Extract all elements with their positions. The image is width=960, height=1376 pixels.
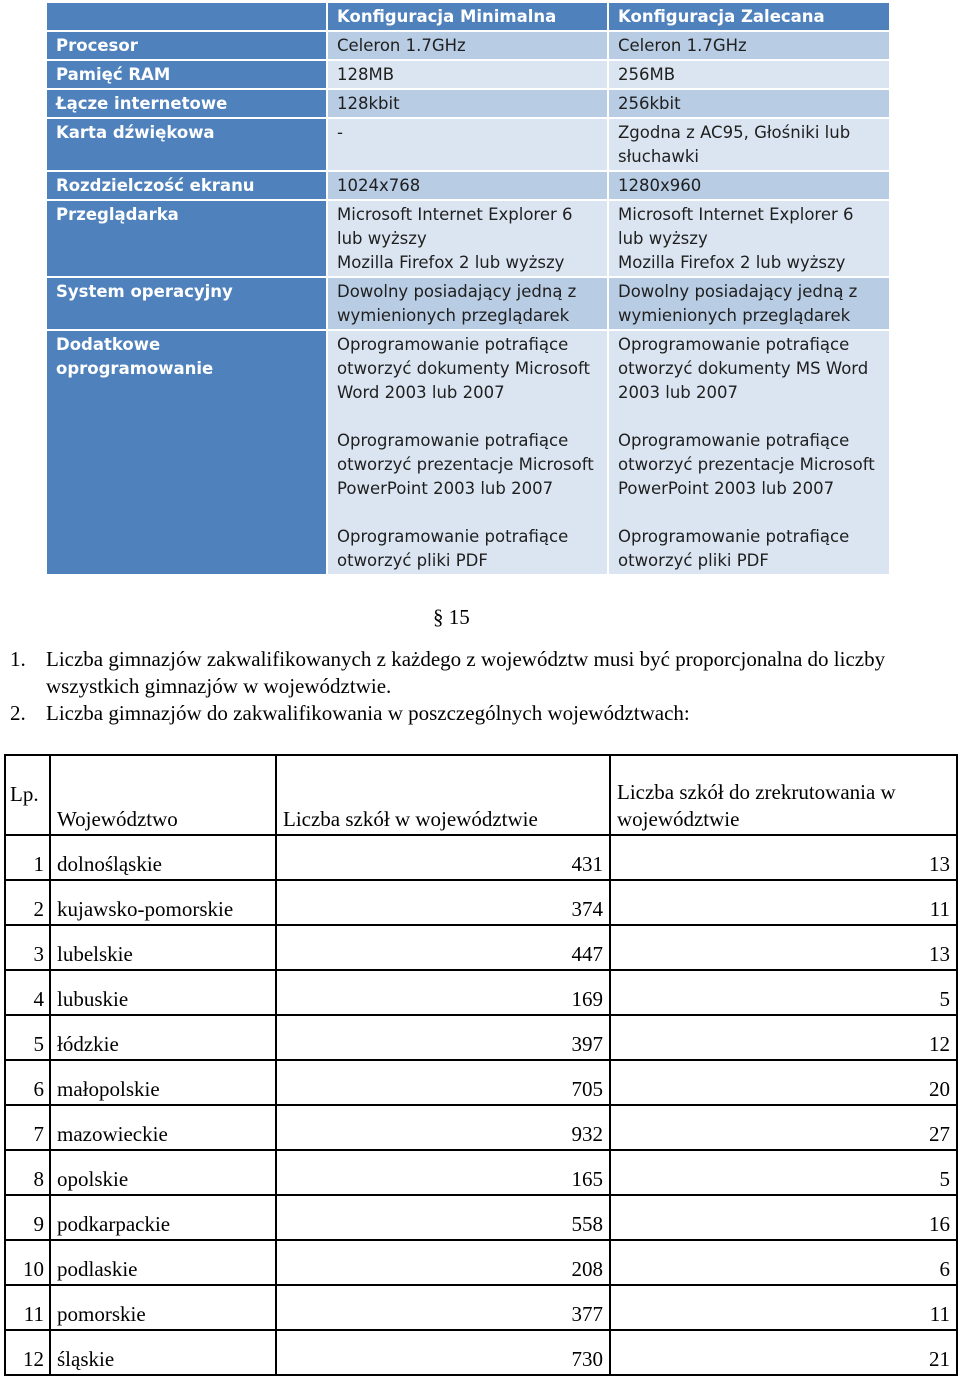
requirement-label: Dodatkowe oprogramowanie — [47, 331, 328, 574]
table-row — [5, 1285, 957, 1330]
cell-lp: 12 — [5, 1330, 50, 1375]
cell-rekrutacja: 12 — [610, 1015, 957, 1060]
table-row — [5, 1240, 957, 1285]
cell-lp: 4 — [5, 970, 50, 1015]
requirements-header-row — [47, 3, 889, 32]
table-row — [5, 1150, 957, 1195]
requirement-label: Pamięć RAM — [47, 61, 328, 88]
cell-lp: 2 — [5, 880, 50, 925]
requirement-line — [337, 405, 598, 429]
requirements-table — [47, 3, 889, 574]
cell-liczba: 558 — [276, 1195, 610, 1240]
requirements-row — [47, 331, 889, 574]
requirement-line: lub wyższy — [618, 229, 708, 248]
requirement-line: wymienionych przeglądarek — [337, 306, 570, 325]
requirement-label: System operacyjny — [47, 278, 328, 329]
table-row — [5, 880, 957, 925]
cell-wojewodztwo: dolnośląskie — [50, 835, 276, 880]
header-min-config: Konfiguracja Minimalna — [328, 3, 609, 30]
cell-wojewodztwo: małopolskie — [50, 1060, 276, 1105]
cell-lp: 5 — [5, 1015, 50, 1060]
requirement-line: otworzyć dokumenty Microsoft — [337, 359, 591, 378]
requirement-rec-value — [609, 172, 889, 199]
requirement-min-value — [328, 201, 609, 276]
cell-rekrutacja: 16 — [610, 1195, 957, 1240]
requirement-min-value — [328, 61, 609, 88]
requirements-header-blank — [47, 3, 328, 30]
requirement-line: otworzyć prezentacje Microsoft — [337, 455, 594, 474]
requirement-line: 256kbit — [618, 94, 681, 113]
cell-liczba: 397 — [276, 1015, 610, 1060]
requirements-row — [47, 201, 889, 278]
requirement-line: 1024x768 — [337, 176, 421, 195]
header-lp: Lp. — [5, 755, 50, 835]
cell-liczba: 208 — [276, 1240, 610, 1285]
cell-liczba: 705 — [276, 1060, 610, 1105]
requirement-line: 256MB — [618, 65, 676, 84]
requirement-line: otworzyć prezentacje Microsoft — [618, 455, 875, 474]
requirement-line: PowerPoint 2003 lub 2007 — [337, 479, 554, 498]
requirement-label: Przeglądarka — [47, 201, 328, 276]
table-row — [5, 970, 957, 1015]
cell-liczba: 377 — [276, 1285, 610, 1330]
requirement-line: otworzyć pliki PDF — [618, 551, 769, 570]
requirement-line: Oprogramowanie potrafiące — [618, 431, 850, 450]
header-liczba: Liczba szkół w województwie — [276, 755, 610, 835]
table-row — [5, 1015, 957, 1060]
cell-liczba: 165 — [276, 1150, 610, 1195]
requirement-rec-value — [609, 331, 889, 574]
requirement-line: wymienionych przeglądarek — [618, 306, 851, 325]
cell-wojewodztwo: podlaskie — [50, 1240, 276, 1285]
requirement-min-value — [328, 90, 609, 117]
paragraph-item — [10, 700, 926, 727]
cell-wojewodztwo: opolskie — [50, 1150, 276, 1195]
requirement-line: 2003 lub 2007 — [618, 383, 738, 402]
cell-rekrutacja: 11 — [610, 1285, 957, 1330]
header-rekrutacja: Liczba szkół do zrekrutowania w województwie — [610, 755, 957, 835]
requirement-label: Procesor — [47, 32, 328, 59]
requirement-min-value — [328, 331, 609, 574]
requirement-min-value — [328, 119, 609, 170]
cell-rekrutacja: 13 — [610, 925, 957, 970]
requirement-rec-value — [609, 90, 889, 117]
paragraph-number: 1. — [10, 647, 26, 671]
cell-liczba: 374 — [276, 880, 610, 925]
cell-wojewodztwo: lubuskie — [50, 970, 276, 1015]
cell-lp: 11 — [5, 1285, 50, 1330]
paragraph-list — [10, 646, 926, 727]
cell-wojewodztwo: śląskie — [50, 1330, 276, 1375]
table-row — [5, 1060, 957, 1105]
table-row — [5, 1105, 957, 1150]
cell-lp: 6 — [5, 1060, 50, 1105]
paragraph-text: Liczba gimnazjów do zakwalifikowania w poszczególnych województwach: — [46, 701, 690, 725]
cell-wojewodztwo: pomorskie — [50, 1285, 276, 1330]
paragraph-number: 2. — [10, 701, 26, 725]
requirement-line: Mozilla Firefox 2 lub wyższy — [337, 253, 565, 272]
requirement-line: Oprogramowanie potrafiące — [337, 431, 569, 450]
cell-rekrutacja: 5 — [610, 970, 957, 1015]
requirement-line: Celeron 1.7GHz — [337, 36, 466, 55]
requirements-row — [47, 119, 889, 172]
requirements-row — [47, 172, 889, 201]
cell-lp: 3 — [5, 925, 50, 970]
requirement-min-value — [328, 278, 609, 329]
requirement-line: Zgodna z AC95, Głośniki lub — [618, 123, 851, 142]
requirement-label: Karta dźwiękowa — [47, 119, 328, 170]
requirement-line: Dowolny posiadający jedną z — [337, 282, 577, 301]
requirement-rec-value — [609, 278, 889, 329]
requirement-line: Celeron 1.7GHz — [618, 36, 747, 55]
table-row — [5, 835, 957, 880]
requirement-label: Rozdzielczość ekranu — [47, 172, 328, 199]
requirement-line: Microsoft Internet Explorer 6 — [618, 205, 854, 224]
requirement-line — [618, 501, 880, 525]
table-row — [5, 1330, 957, 1375]
requirements-row — [47, 61, 889, 90]
schools-body — [5, 835, 957, 1375]
table-row — [5, 925, 957, 970]
cell-rekrutacja: 6 — [610, 1240, 957, 1285]
cell-liczba: 431 — [276, 835, 610, 880]
requirement-line: 128kbit — [337, 94, 400, 113]
cell-liczba: 932 — [276, 1105, 610, 1150]
requirement-min-value — [328, 172, 609, 199]
section-number: § 15 — [433, 605, 470, 629]
requirement-line: lub wyższy — [337, 229, 427, 248]
requirement-line: Word 2003 lub 2007 — [337, 383, 505, 402]
cell-liczba: 447 — [276, 925, 610, 970]
cell-lp: 8 — [5, 1150, 50, 1195]
schools-header-row — [5, 755, 957, 835]
requirement-line: - — [337, 123, 343, 142]
cell-rekrutacja: 27 — [610, 1105, 957, 1150]
cell-rekrutacja: 13 — [610, 835, 957, 880]
cell-lp: 1 — [5, 835, 50, 880]
requirement-line — [337, 501, 598, 525]
cell-liczba: 730 — [276, 1330, 610, 1375]
requirement-line: Oprogramowanie potrafiące — [618, 527, 850, 546]
cell-lp: 10 — [5, 1240, 50, 1285]
cell-rekrutacja: 20 — [610, 1060, 957, 1105]
header-rec-config: Konfiguracja Zalecana — [609, 3, 889, 30]
requirement-rec-value — [609, 201, 889, 276]
requirement-line: otworzyć pliki PDF — [337, 551, 488, 570]
header-wojewodztwo: Województwo — [50, 755, 276, 835]
requirement-line: Dowolny posiadający jedną z — [618, 282, 858, 301]
requirements-row — [47, 32, 889, 61]
requirement-line — [618, 405, 880, 429]
requirements-row — [47, 90, 889, 119]
cell-wojewodztwo: lubelskie — [50, 925, 276, 970]
requirement-min-value — [328, 32, 609, 59]
requirement-line: 1280x960 — [618, 176, 702, 195]
requirements-row — [47, 278, 889, 331]
requirement-rec-value — [609, 32, 889, 59]
requirement-rec-value — [609, 61, 889, 88]
table-row — [5, 1195, 957, 1240]
cell-lp: 9 — [5, 1195, 50, 1240]
cell-rekrutacja: 5 — [610, 1150, 957, 1195]
requirement-line: 128MB — [337, 65, 395, 84]
requirement-rec-value — [609, 119, 889, 170]
requirement-line: słuchawki — [618, 147, 700, 166]
schools-table — [4, 754, 958, 1371]
requirement-line: Oprogramowanie potrafiące — [618, 335, 850, 354]
requirement-line: Oprogramowanie potrafiące — [337, 527, 569, 546]
cell-rekrutacja: 21 — [610, 1330, 957, 1375]
cell-wojewodztwo: kujawsko-pomorskie — [50, 880, 276, 925]
requirement-line: Mozilla Firefox 2 lub wyższy — [618, 253, 846, 272]
paragraph-item — [10, 646, 926, 700]
requirement-line: PowerPoint 2003 lub 2007 — [618, 479, 835, 498]
requirement-line: otworzyć dokumenty MS Word — [618, 359, 869, 378]
requirement-line: Microsoft Internet Explorer 6 — [337, 205, 573, 224]
cell-liczba: 169 — [276, 970, 610, 1015]
requirement-label: Łącze internetowe — [47, 90, 328, 117]
cell-wojewodztwo: mazowieckie — [50, 1105, 276, 1150]
cell-wojewodztwo: łódzkie — [50, 1015, 276, 1060]
cell-rekrutacja: 11 — [610, 880, 957, 925]
requirements-body — [47, 32, 889, 574]
cell-lp: 7 — [5, 1105, 50, 1150]
cell-wojewodztwo: podkarpackie — [50, 1195, 276, 1240]
requirement-line: Oprogramowanie potrafiące — [337, 335, 569, 354]
paragraph-text: Liczba gimnazjów zakwalifikowanych z każdego z województw musi być proporcjonalna do liczby wszystkich gimnazjów w województwie. — [46, 647, 886, 698]
